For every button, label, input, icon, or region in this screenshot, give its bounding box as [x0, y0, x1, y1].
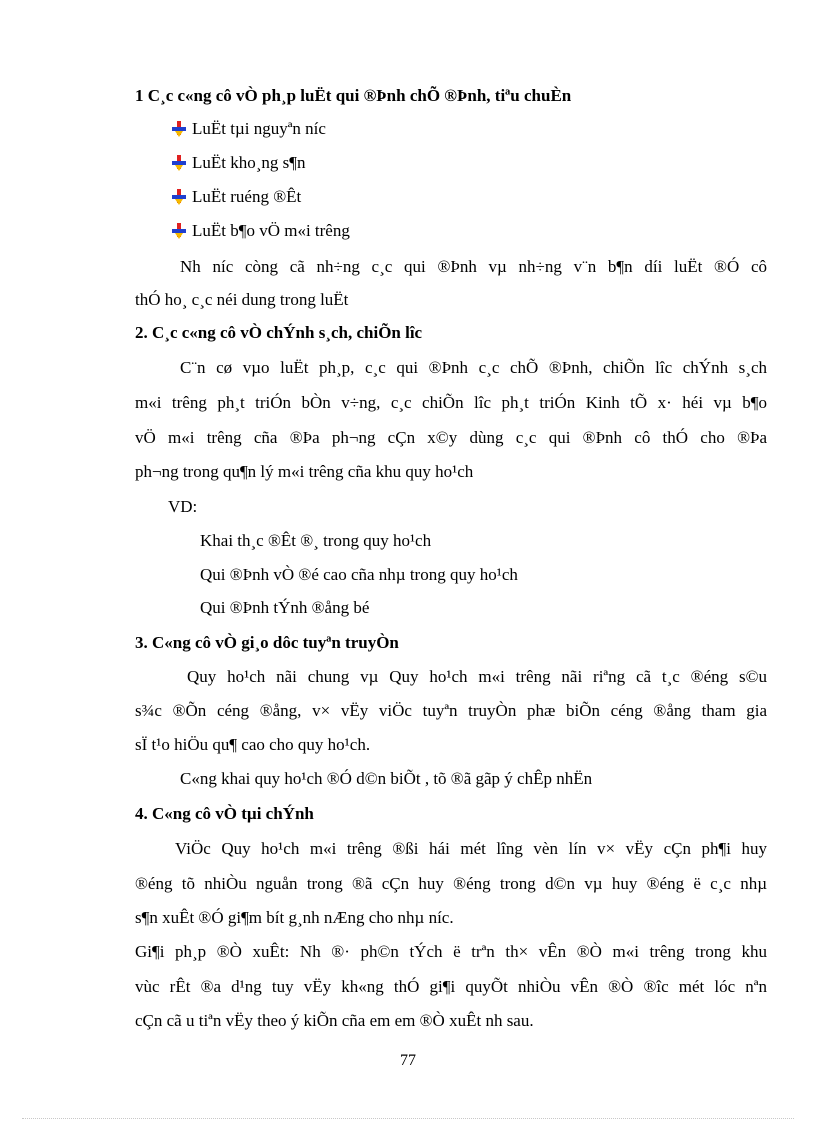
- example-label: VD:: [168, 497, 198, 516]
- bullet-text: LuËt b¶o vÖ m«i trêng: [192, 221, 350, 240]
- bullet-text: LuËt kho¸ng s¶n: [192, 153, 306, 172]
- bullet-text: LuËt ruéng ®Êt: [192, 187, 302, 206]
- section-2-heading: 2. C¸c c«ng cô vÒ chÝnh s¸ch, chiÕn lîc: [135, 323, 423, 342]
- section-1-heading: 1 C¸c c«ng cô vÒ ph¸p luËt qui ®Þnh chÕ ®Þnh, tiªu chuÈn: [135, 86, 572, 105]
- section-4-heading: 4. C«ng cô vÒ tµi chÝnh: [135, 804, 314, 823]
- paragraph-line: ®éng tõ nhiÒu nguån trong ®ã cÇn huy ®éng trong d©n vµ huy ®éng ë c¸c nhµ: [135, 874, 767, 893]
- paragraph-line: Gi¶i ph¸p ®Ò xuÊt: Nh ®· ph©n tÝch ë trªn th× vÊn ®Ò m«i trêng trong khu: [135, 942, 767, 961]
- paragraph-line: C¨n cø vµo luËt ph¸p, c¸c qui ®Þnh c¸c chÕ ®Þnh, chiÕn lîc chÝnh s¸ch: [180, 358, 767, 377]
- bullet-item: [170, 118, 326, 140]
- paragraph-line: ViÖc Quy ho¹ch m«i trêng ®ßi hái mét lîng vèn lín v× vËy cÇn ph¶i huy: [175, 839, 767, 858]
- bullet-arrow-icon: [170, 188, 188, 206]
- paragraph-line: C«ng khai quy ho¹ch ®Ó d©n biÕt , tõ ®ã gãp ý chÊp nhËn: [180, 769, 593, 788]
- bullet-arrow-icon: [170, 222, 188, 240]
- section-3-heading: 3. C«ng cô vÒ gi¸o dôc tuyªn truyÒn: [135, 633, 399, 652]
- paragraph-line: Nh níc còng cã nh÷ng c¸c qui ®Þnh vµ nh÷ng v¨n b¶n díi luËt ®Ó cô: [180, 257, 767, 276]
- paragraph-line: s¶n xuÊt ®Ó gi¶m bít g¸nh nÆng cho nhµ níc.: [135, 908, 454, 927]
- paragraph-line: sÏ t¹o hiÖu qu¶ cao cho quy ho¹ch.: [135, 735, 371, 754]
- paragraph-line: thÓ ho¸ c¸c néi dung trong luËt: [135, 290, 349, 309]
- example-item: Qui ®Þnh tÝnh ®ång bé: [200, 598, 370, 617]
- bullet-item: [170, 186, 301, 208]
- paragraph-line: ph¬ng trong qu¶n lý m«i trêng cña khu quy ho¹ch: [135, 462, 474, 481]
- page-number: 77: [400, 1052, 416, 1069]
- bullet-arrow-icon: [170, 154, 188, 172]
- paragraph-line: vÖ m«i trêng cña ®Þa ph¬ng cÇn x©y dùng c¸c qui ®Þnh cô thÓ cho ®Þa: [135, 428, 767, 447]
- paragraph-line: s¾c ®Õn céng ®ång, v× vËy viÖc tuyªn truyÒn phæ biÕn céng ®ång tham gia: [135, 701, 767, 720]
- example-item: Khai th¸c ®Êt ®¸ trong quy ho¹ch: [200, 531, 432, 550]
- bullet-arrow-icon: [170, 120, 188, 138]
- paragraph-line: vùc rÊt ®a d¹ng tuy vËy kh«ng thÓ gi¶i quyÕt nhiÒu vÊn ®Ò ®îc mét lóc nªn: [135, 977, 767, 996]
- paragraph-line: cÇn cã u tiªn vËy theo ý kiÕn cña em em ®Ò xuÊt nh sau.: [135, 1011, 534, 1030]
- paragraph-line: Quy ho¹ch nãi chung vµ Quy ho¹ch m«i trêng nãi riªng cã t¸c ®éng s©u: [187, 667, 767, 686]
- paragraph-line: m«i trêng ph¸t triÓn bÒn v÷ng, c¸c chiÕn lîc ph¸t triÓn Kinh tÕ x· héi vµ b¶o: [135, 393, 767, 412]
- bullet-item: [170, 152, 305, 174]
- page-bottom-border: [22, 1118, 794, 1119]
- bullet-text: LuËt tµi nguyªn níc: [192, 119, 326, 138]
- example-item: Qui ®Þnh vÒ ®é cao cña nhµ trong quy ho¹ch: [200, 565, 518, 584]
- bullet-item: [170, 220, 350, 242]
